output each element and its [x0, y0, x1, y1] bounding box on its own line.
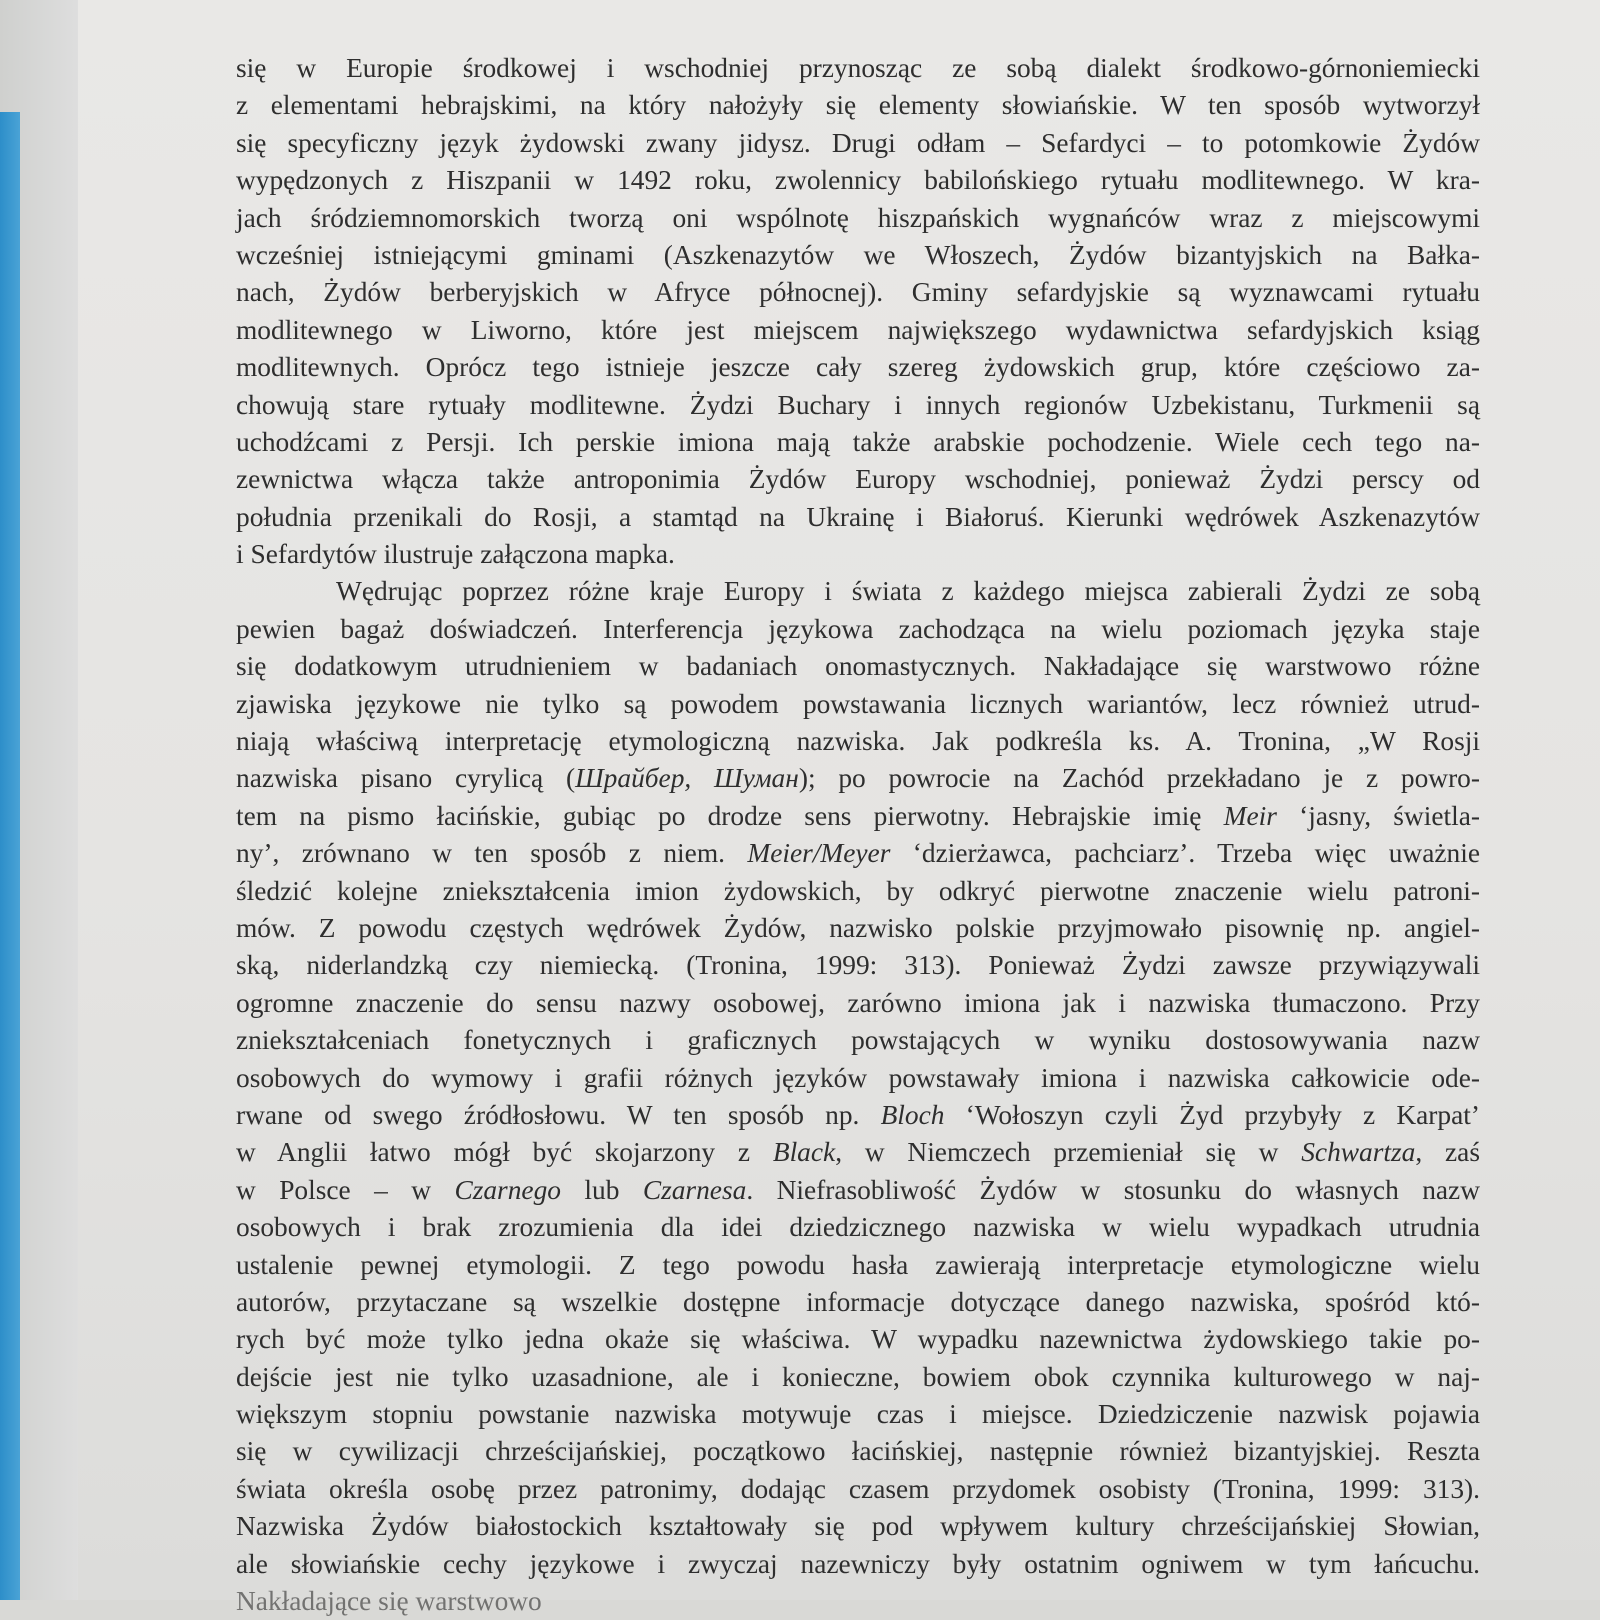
text-segment: ‘Wołoszyn czyli Żyd przybyły z Karpat’ — [944, 1099, 1480, 1130]
text-line: autorów, przytaczane są wszelkie dostępne informacje dotyczące danego nazwiska, spośród któ- — [236, 1286, 1480, 1317]
text-line: się w Europie środkowej i wschodniej przynosząc ze sobą dialekt środkowo-górnoniemiecki — [236, 53, 1480, 83]
text-segment: ‘jasny, świetla- — [1276, 800, 1480, 831]
text-line: jach śródziemnomorskich tworzą oni wspólnotę hiszpańskich wygnańców wraz z miejscowymi — [236, 202, 1480, 233]
text-line: chowują stare rytuały modlitewne. Żydzi Buchary i innych regionów Uzbekistanu, Turkmenii są — [236, 389, 1480, 420]
text-line: wcześniej istniejącymi gminami (Aszkenazytów we Włoszech, Żydów bizantyjskich na Bałka- — [236, 239, 1480, 270]
text-line — [236, 760, 1480, 797]
text-segment: , w Niemczech przemieniał się w — [835, 1137, 1302, 1168]
text-line — [236, 835, 1480, 872]
italic-term: Meier/Meyer — [747, 838, 891, 869]
text-line: uchodźcami z Persji. Ich perskie imiona mają także arabskie pochodzenie. Wiele cech tego na- — [236, 426, 1480, 457]
book-cover-edge — [0, 112, 20, 1600]
text-line: wypędzonych z Hiszpanii w 1492 roku, zwolennicy babilońskiego rytuału modlitewnego. W kra- — [236, 165, 1480, 196]
text-line: osobowych do wymowy i grafii różnych języków powstawały imiona i nazwiska całkowicie ode- — [236, 1062, 1480, 1093]
text-line: pewien bagaż doświadczeń. Interferencja językowa zachodząca na wielu poziomach języka staje — [236, 613, 1480, 644]
text-line: większym stopniu powstanie nazwiska motywuje czas i miejsce. Dziedziczenie nazwisk pojawia — [236, 1399, 1480, 1430]
text-line: Wędrując poprzez różne kraje Europy i świata z każdego miejsca zabierali Żydzi ze sobą — [336, 576, 1480, 607]
text-line: zjawiska językowe nie tylko są powodem powstawania licznych wariantów, lecz również utrud- — [236, 688, 1480, 719]
text-line: dejście jest nie tylko uzasadnione, ale i konieczne, bowiem obok czynnika kulturowego w naj- — [236, 1361, 1480, 1392]
italic-term: Black — [772, 1137, 836, 1168]
text-segment: ny’, zrównano w ten sposób z niem. — [236, 838, 748, 869]
text-segment: . Niefrasobliwość Żydów w stosunku do własnych nazw — [746, 1174, 1480, 1205]
text-line: nach, Żydów berberyjskich w Afryce północnej). Gminy sefardyjskie są wyznawcami rytuału — [236, 277, 1480, 308]
text-segment: rwane od swego źródłosłowu. W ten sposób np. — [236, 1099, 881, 1130]
text-segment: ‘dzierżawca, pachciarz’. Trzeba więc uważnie — [890, 838, 1480, 869]
italic-term: Шрайбер, Шуман — [575, 763, 799, 794]
text-line: rych być może tylko jedna okaże się właściwa. W wypadku nazewnictwa żydowskiego takie po- — [236, 1324, 1480, 1355]
text-line: się dodatkowym utrudnieniem w badaniach onomastycznych. Nakładające się warstwowo różne — [236, 651, 1480, 682]
text-line — [236, 798, 1480, 835]
text-line: południa przenikali do Rosji, a stamtąd na Ukrainę i Białoruś. Kierunki wędrówek Aszkenazytów — [236, 501, 1480, 532]
text-segment: w Polsce – w — [236, 1174, 455, 1205]
text-line: ale słowiańskie cechy językowe i zwyczaj nazewniczy były ostatnim ogniwem w tym łańcuchu. — [236, 1548, 1480, 1579]
text-segment: lub — [560, 1174, 643, 1205]
text-line: modlitewnego w Liworno, które jest miejscem największego wydawnictwa sefardyjskich ksiąg — [236, 314, 1480, 345]
text-line — [236, 1097, 1480, 1134]
italic-term: Meir — [1223, 800, 1277, 831]
text-line — [236, 1172, 1480, 1209]
text-segment: ); po powrocie na Zachód przekładano je z powro- — [798, 763, 1481, 794]
text-segment: w Anglii łatwo mógł być skojarzony z — [236, 1137, 773, 1168]
italic-term: Czarnesa — [642, 1174, 747, 1205]
text-line: ską, niderlandzką czy niemiecką. (Tronina, 1999: 313). Ponieważ Żydzi zawsze przywiązywali — [236, 950, 1480, 981]
text-line: się specyficzny język żydowski zwany jidysz. Drugi odłam – Sefardyci – to potomkowie Żydów — [236, 127, 1480, 158]
text-line: Nazwiska Żydów białostockich kształtowały się pod wpływem kultury chrześcijańskiej Słowian, — [236, 1511, 1480, 1542]
italic-term: Bloch — [880, 1099, 945, 1130]
text-line: z elementami hebrajskimi, na który nałożyły się elementy słowiańskie. W ten sposób wytworzył — [236, 90, 1480, 121]
text-line: modlitewnych. Oprócz tego istnieje jeszcze cały szereg żydowskich grup, które częściowo za- — [236, 352, 1480, 383]
text-line: Nakładające się warstwowo — [236, 1586, 542, 1617]
text-line: osobowych i brak zrozumienia dla idei dziedzicznego nazwiska w wielu wypadkach utrudnia — [236, 1212, 1480, 1243]
text-segment: tem na pismo łacińskie, gubiąc po drodze sens pierwotny. Hebrajskie imię — [236, 800, 1224, 831]
text-line: świata określa osobę przez patronimy, dodając czasem przydomek osobisty (Tronina, 1999: 313). — [236, 1473, 1480, 1504]
text-segment: , zaś — [1415, 1137, 1480, 1168]
text-line: ustalenie pewnej etymologii. Z tego powodu hasła zawierają interpretacje etymologiczne wielu — [236, 1249, 1480, 1280]
text-line: ogromne znaczenie do sensu nazwy osobowej, zarówno imiona jak i nazwiska tłumaczono. Przy — [236, 987, 1480, 1018]
italic-term: Czarnego — [454, 1174, 561, 1205]
text-line: śledzić kolejne zniekształcenia imion żydowskich, by odkryć pierwotne znaczenie wielu patroni- — [236, 875, 1480, 906]
text-line: i Sefardytów ilustruje załączona mapka. — [236, 539, 675, 570]
text-line: niają właściwą interpretację etymologiczną nazwiska. Jak podkreśla ks. A. Tronina, „W Rosji — [236, 726, 1480, 757]
text-line: mów. Z powodu częstych wędrówek Żydów, nazwisko polskie przyjmowało pisownię np. angiel- — [236, 912, 1480, 943]
italic-term: Schwartza — [1301, 1137, 1416, 1168]
text-line: zniekształceniach fonetycznych i graficznych powstających w wyniku dostosowywania nazw — [236, 1025, 1480, 1056]
text-segment: nazwiska pisano cyrylicą ( — [236, 763, 576, 794]
text-line — [236, 1134, 1480, 1171]
text-line: się w cywilizacji chrześcijańskiej, początkowo łacińskiej, następnie również bizantyjskiej. Reszta — [236, 1436, 1480, 1467]
text-line: zewnictwa włącza także antroponimia Żydów Europy wschodniej, ponieważ Żydzi perscy od — [236, 464, 1480, 495]
body-text — [236, 50, 1481, 1617]
